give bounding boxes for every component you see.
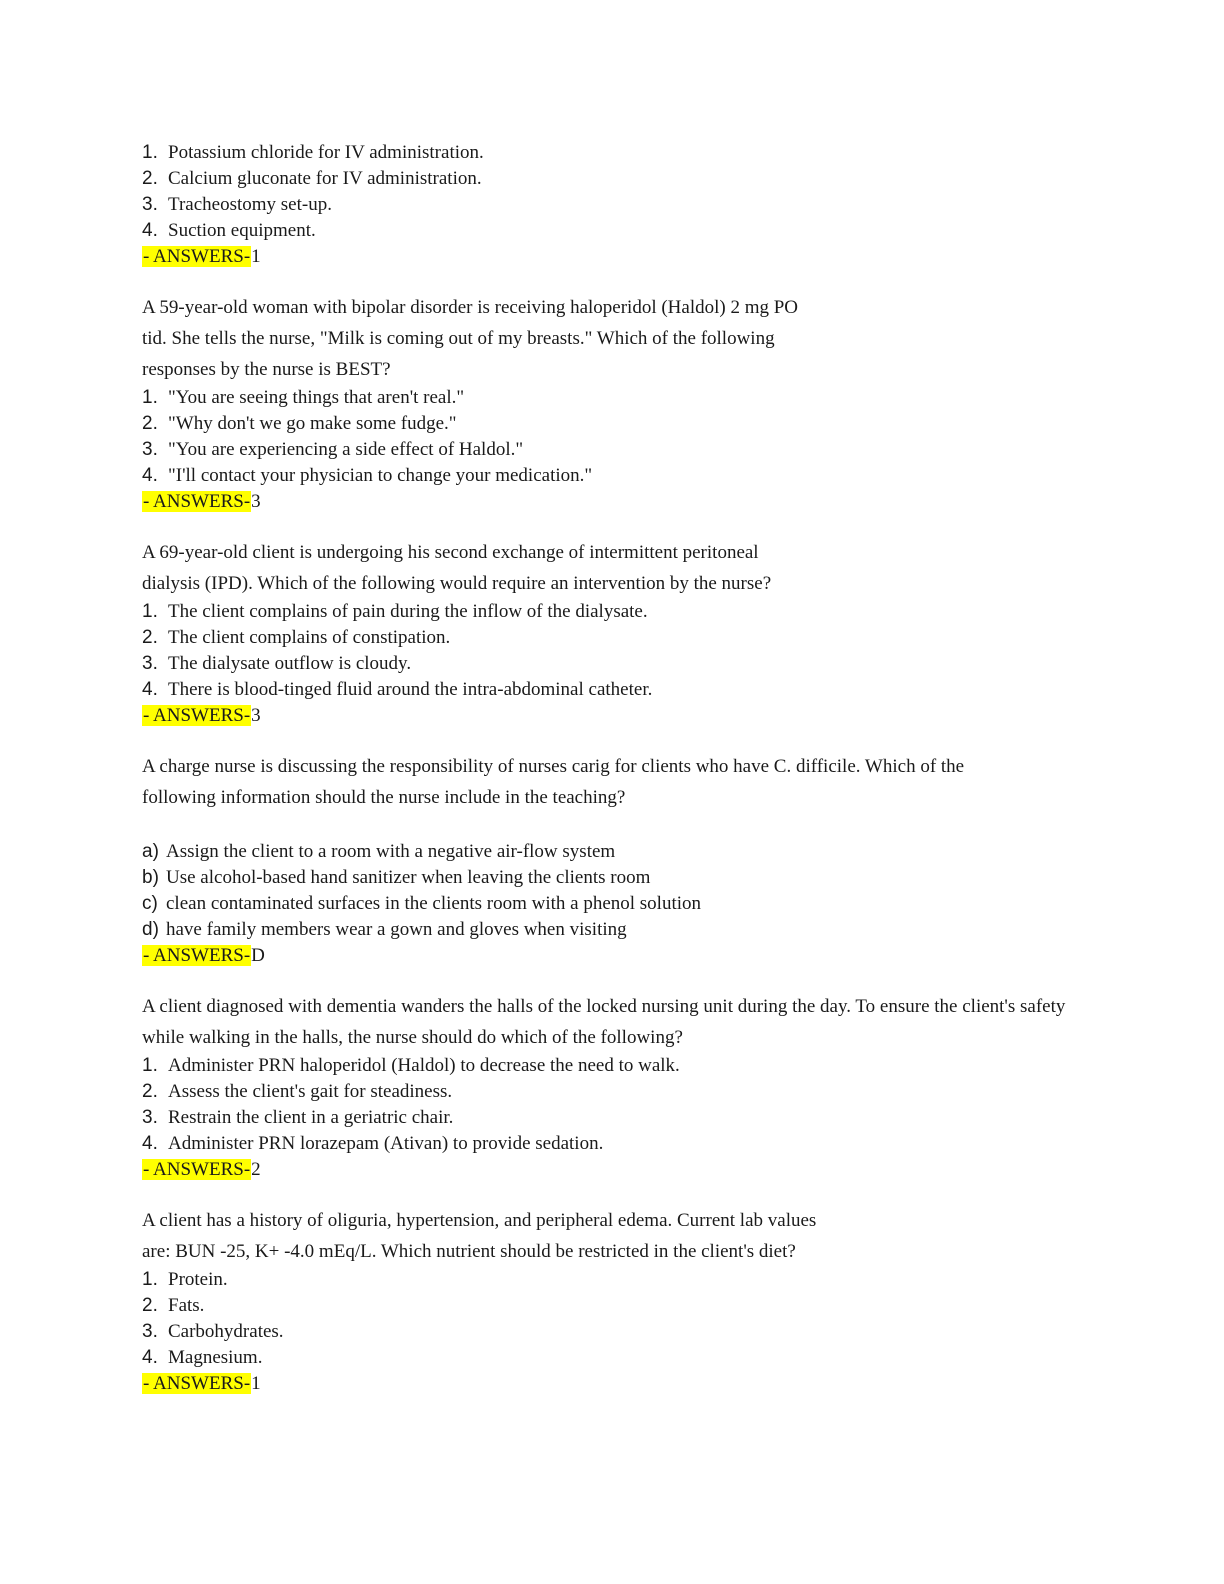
question-stem-line: while walking in the halls, the nurse should do which of the following? [142,1027,683,1048]
answer-label: - ANSWERS- [143,1159,251,1180]
spacer [142,270,1132,292]
answer-line [142,943,1132,969]
spacer [142,969,1132,991]
option-item: c) clean contaminated surfaces in the clients room with a phenol solution [142,893,702,914]
answer-value: 3 [251,491,261,512]
option-item: 3. Restrain the client in a geriatric chair. [142,1107,454,1128]
question-stem-line: dialysis (IPD). Which of the following would require an intervention by the nurse? [142,573,772,594]
question-stem-line: tid. She tells the nurse, "Milk is coming out of my breasts." Which of the following [142,328,775,349]
answer-line [142,703,1132,729]
answer-line [142,244,1132,270]
option-item: 3. Tracheostomy set-up. [142,194,332,215]
spacer [142,1183,1132,1205]
option-item: 1. "You are seeing things that aren't real." [142,387,465,408]
question-stem-line: responses by the nurse is BEST? [142,359,391,380]
option-item: 1. Protein. [142,1269,228,1290]
answer-value: D [251,945,265,966]
answer-value: 2 [251,1159,261,1180]
answer-value: 1 [251,246,261,267]
answer-label: - ANSWERS- [143,705,251,726]
option-item: 4. Suction equipment. [142,220,316,241]
question-stem-line: are: BUN -25, K+ -4.0 mEq/L. Which nutrient should be restricted in the client's diet? [142,1241,796,1262]
question-block-2 [142,537,1132,729]
option-item: 1. Administer PRN haloperidol (Haldol) to decrease the need to walk. [142,1055,680,1076]
option-item: 1. Potassium chloride for IV administration. [142,142,484,163]
option-item: 3. Carbohydrates. [142,1321,284,1342]
answer-label: - ANSWERS- [143,1373,251,1394]
question-block-1 [142,292,1132,515]
option-item: a) Assign the client to a room with a negative air-flow system [142,841,616,862]
option-item: 2. Assess the client's gait for steadiness. [142,1081,453,1102]
option-item: 2. The client complains of constipation. [142,627,451,648]
document-page [142,140,1132,1397]
answer-value: 1 [251,1373,261,1394]
option-item: 2. Calcium gluconate for IV administration. [142,168,482,189]
answer-line [142,1157,1132,1183]
spacer [142,729,1132,751]
question-stem-line: A charge nurse is discussing the responsibility of nurses carig for clients who have C. difficile. Which of the [142,756,965,777]
option-item: 2. Fats. [142,1295,205,1316]
option-item: 3. "You are experiencing a side effect of Haldol." [142,439,524,460]
question-block-4 [142,991,1132,1183]
option-item: 3. The dialysate outflow is cloudy. [142,653,412,674]
option-item: 4. There is blood-tinged fluid around the intra-abdominal catheter. [142,679,653,700]
answer-label: - ANSWERS- [143,491,251,512]
option-item: 2. "Why don't we go make some fudge." [142,413,457,434]
answer-label: - ANSWERS- [143,246,251,267]
answer-label: - ANSWERS- [143,945,251,966]
answer-value: 3 [251,705,261,726]
answer-line [142,489,1132,515]
question-block-3 [142,751,1132,969]
spacer [142,813,1132,839]
answer-line [142,1371,1132,1397]
option-item: 4. Magnesium. [142,1347,263,1368]
option-item: 1. The client complains of pain during the inflow of the dialysate. [142,601,648,622]
question-stem-line: A client diagnosed with dementia wanders the halls of the locked nursing unit during the day. To ensure the client's safety [142,996,1066,1017]
question-stem-line: A client has a history of oliguria, hypertension, and peripheral edema. Current lab values [142,1210,817,1231]
option-item: 4. "I'll contact your physician to change your medication." [142,465,593,486]
option-item: b) Use alcohol-based hand sanitizer when leaving the clients room [142,867,651,888]
spacer [142,515,1132,537]
question-stem-line: following information should the nurse include in the teaching? [142,787,626,808]
option-item: d) have family members wear a gown and gloves when visiting [142,919,627,940]
option-item: 4. Administer PRN lorazepam (Ativan) to provide sedation. [142,1133,604,1154]
question-stem-line: A 59-year-old woman with bipolar disorder is receiving haloperidol (Haldol) 2 mg PO [142,297,799,318]
question-stem-line: A 69-year-old client is undergoing his second exchange of intermittent peritoneal [142,542,759,563]
question-block-5 [142,1205,1132,1397]
question-block-0 [142,140,1132,270]
